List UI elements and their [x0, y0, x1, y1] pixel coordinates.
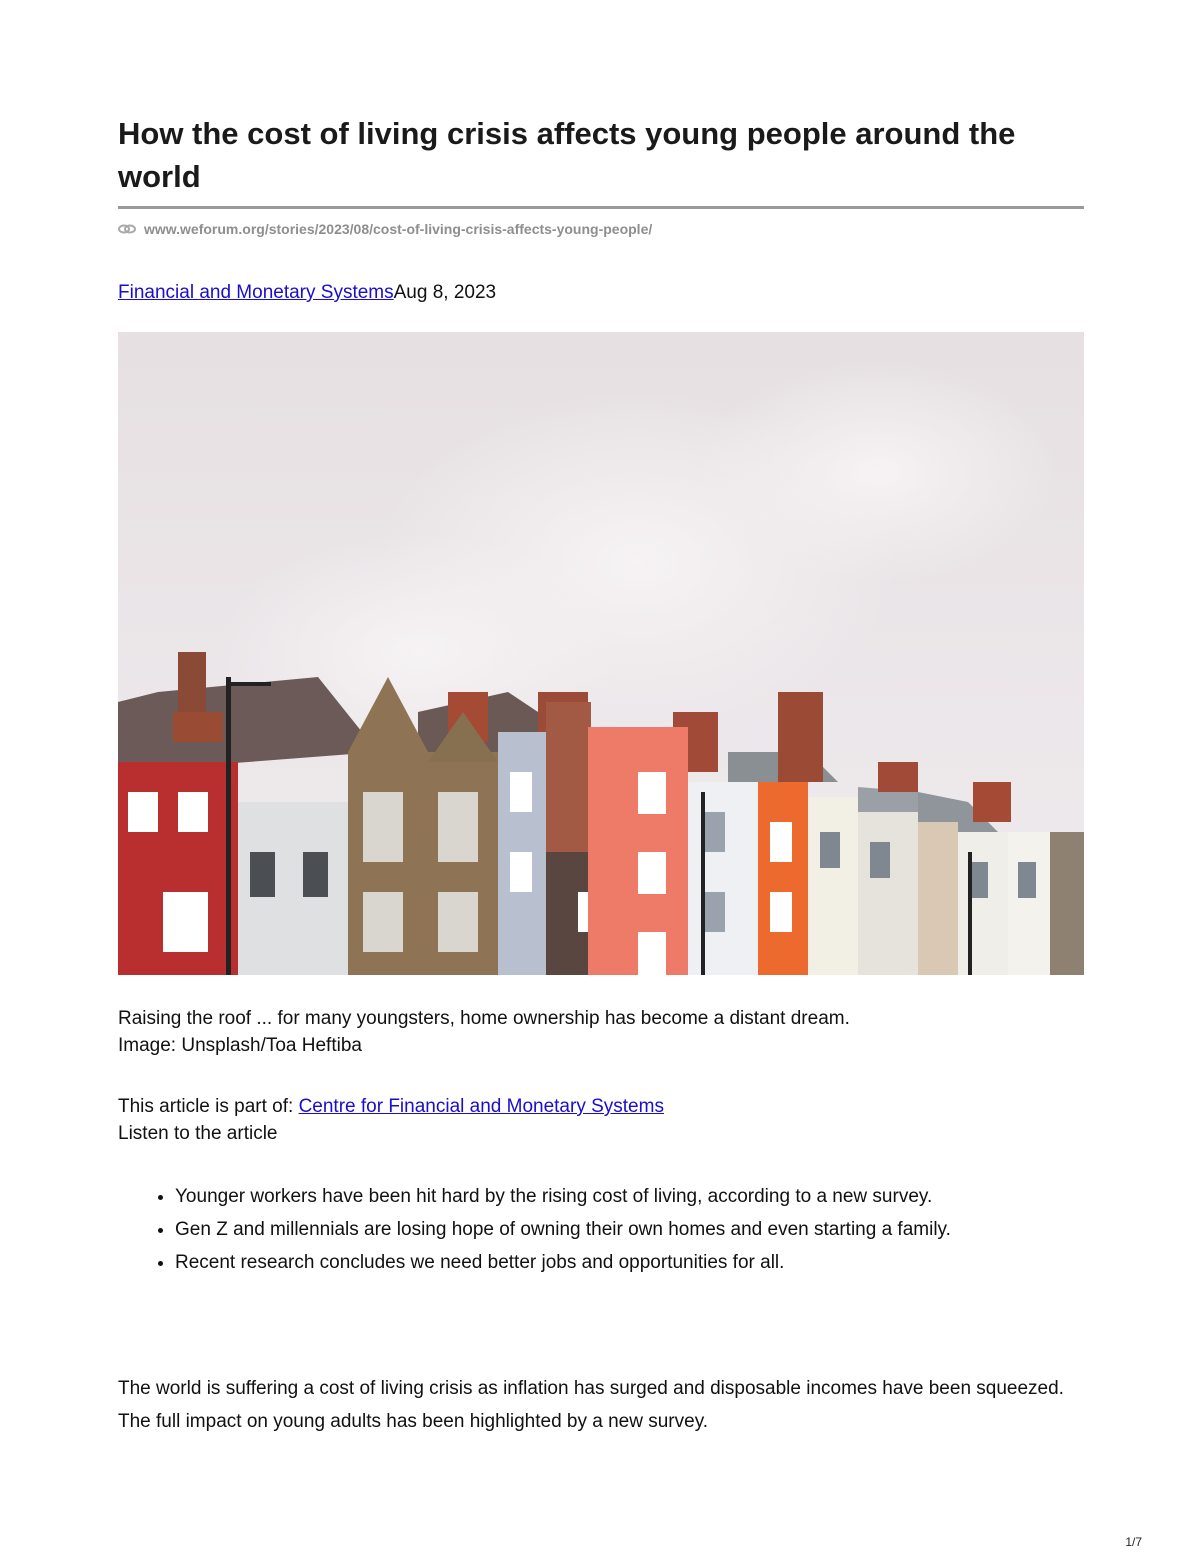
- image-caption: [118, 1005, 1084, 1059]
- list-item: • Recent research concludes we need better jobs and opportunities for all.: [175, 1246, 1084, 1279]
- article-date: Aug 8, 2023: [393, 282, 497, 303]
- body-paragraph: The world is suffering a cost of living crisis as inflation has surged and disposable incomes have been squeezed. The full impact on young adults has been highlighted by a new survey.: [118, 1378, 1064, 1432]
- source-line: [118, 219, 652, 239]
- hero-image: [118, 332, 1084, 975]
- article-title: How the cost of living crisis affects young people around the world: [118, 116, 1016, 194]
- caption-text: Raising the roof ... for many youngsters, home ownership has become a distant dream.: [118, 1008, 850, 1029]
- article-meta: [118, 280, 496, 306]
- link-icon: [118, 223, 136, 235]
- part-of-block: [118, 1093, 1084, 1147]
- listen-to-article[interactable]: Listen to the article: [118, 1123, 278, 1144]
- source-url[interactable]: www.weforum.org/stories/2023/08/cost-of-living-crisis-affects-young-people/: [144, 221, 653, 237]
- list-item: • Gen Z and millennials are losing hope of owning their own homes and even starting a family.: [175, 1213, 1084, 1246]
- list-item: • Younger workers have been hit hard by the rising cost of living, according to a new survey.: [175, 1180, 1084, 1213]
- part-of-label: This article is part of:: [118, 1096, 299, 1117]
- centre-link[interactable]: Centre for Financial and Monetary Systems: [298, 1096, 664, 1117]
- key-points-list: [118, 1180, 1084, 1279]
- page-number: 1/7: [1125, 1535, 1142, 1549]
- title-divider: [118, 206, 1084, 209]
- caption-credit: Image: Unsplash/Toa Heftiba: [118, 1035, 362, 1056]
- category-link[interactable]: Financial and Monetary Systems: [118, 282, 394, 303]
